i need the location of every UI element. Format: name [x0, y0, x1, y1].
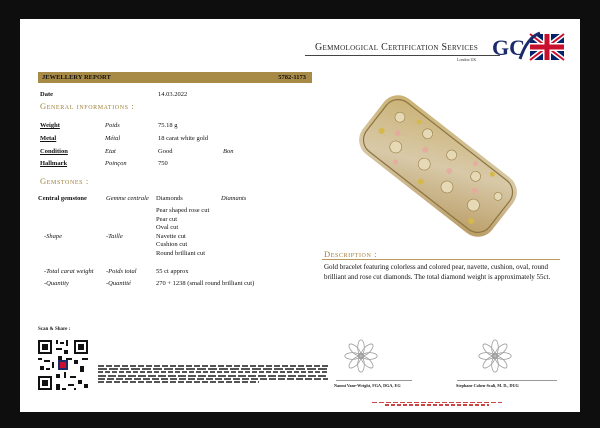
shape-item: Oval cut: [156, 224, 179, 232]
total-weight-label: -Total carat weight: [44, 268, 94, 275]
report-number: 5782-1173: [278, 74, 306, 81]
gemstones-title: Gemstones :: [40, 176, 89, 186]
metal-value: 18 carat white gold: [158, 135, 208, 142]
seal-flower-icon: [342, 337, 380, 375]
metal-label: Metal: [40, 135, 57, 142]
general-info-title: General informations :: [40, 101, 135, 111]
condition-label: Condition: [40, 148, 68, 155]
central-gemstone-value-fr: Diamants: [221, 195, 247, 202]
signatory-name: Naomi Vane-Wright, FGA, DGA, EG: [334, 383, 401, 388]
condition-value: Good: [158, 148, 173, 155]
hallmark-value: 750: [158, 160, 168, 167]
description-text: Gold bracelet featuring colorless and colored pear, navette, cushion, oval, round brilliant and rose cut diamonds. The total diamond weight is approximately 55ct.: [324, 263, 551, 281]
quantity-label: -Quantity: [44, 280, 69, 287]
description-title: Description :: [324, 249, 378, 259]
total-weight-value: 55 ct approx: [156, 268, 189, 275]
report-header-bar: [38, 72, 312, 83]
brand-divider: [305, 55, 500, 56]
quantity-label-fr: -Quantité: [106, 280, 131, 287]
signature-line: [336, 380, 412, 381]
scan-share-label: Scan & Share :: [38, 327, 71, 332]
certificate-card: [20, 19, 580, 412]
description-divider: [322, 259, 560, 260]
shape-label-fr: -Taille: [106, 233, 123, 240]
hallmark-label: Hallmark: [40, 160, 68, 167]
seal-flower-icon: [476, 337, 514, 375]
weight-label-fr: Poids: [105, 122, 120, 129]
hallmark-label-fr: Poinçon: [105, 160, 127, 167]
central-gemstone-label-fr: Gemme centrale: [106, 195, 149, 202]
gcs-flag-logo: [490, 31, 566, 65]
shape-label: -Shape: [44, 233, 63, 240]
weight-label: Weight: [40, 122, 60, 129]
legal-fine-print: [98, 365, 328, 383]
footer-red-fine-print: [372, 402, 502, 406]
shape-item: Pear cut: [156, 215, 178, 223]
condition-value-fr: Bon: [223, 148, 234, 155]
signatory-name: Stephane Cohen-Scali, M. D., DUG: [456, 383, 519, 388]
central-gemstone-value: Diamonds: [156, 195, 183, 202]
weight-value: 75.18 g: [158, 122, 178, 129]
shape-list: [156, 207, 209, 259]
total-weight-label-fr: -Poids total: [106, 268, 137, 275]
shape-item: Pear shaped rose cut: [156, 207, 210, 214]
date-label: Date: [40, 91, 53, 98]
brand-name: Gemmological Certification Services: [315, 42, 479, 53]
qr-code[interactable]: [36, 338, 90, 392]
bracelet-photo: [338, 81, 538, 251]
signature-line: [457, 380, 557, 381]
metal-label-fr: Métal: [105, 135, 121, 142]
shape-item: Round brilliant cut: [156, 249, 206, 257]
date-value: 14.03.2022: [158, 91, 188, 98]
report-label: JEWELLERY REPORT: [42, 74, 111, 81]
quantity-value: 270 + 1238 (small round brilliant cut): [156, 280, 255, 287]
brand-location: London UK: [457, 57, 477, 62]
condition-label-fr: Etat: [105, 148, 116, 155]
central-gemstone-label: Central gemstone: [38, 195, 87, 202]
shape-item: Navette cut: [156, 232, 186, 240]
svg-text:GC: GC: [492, 35, 525, 60]
shape-item: Cushion cut: [156, 241, 188, 249]
